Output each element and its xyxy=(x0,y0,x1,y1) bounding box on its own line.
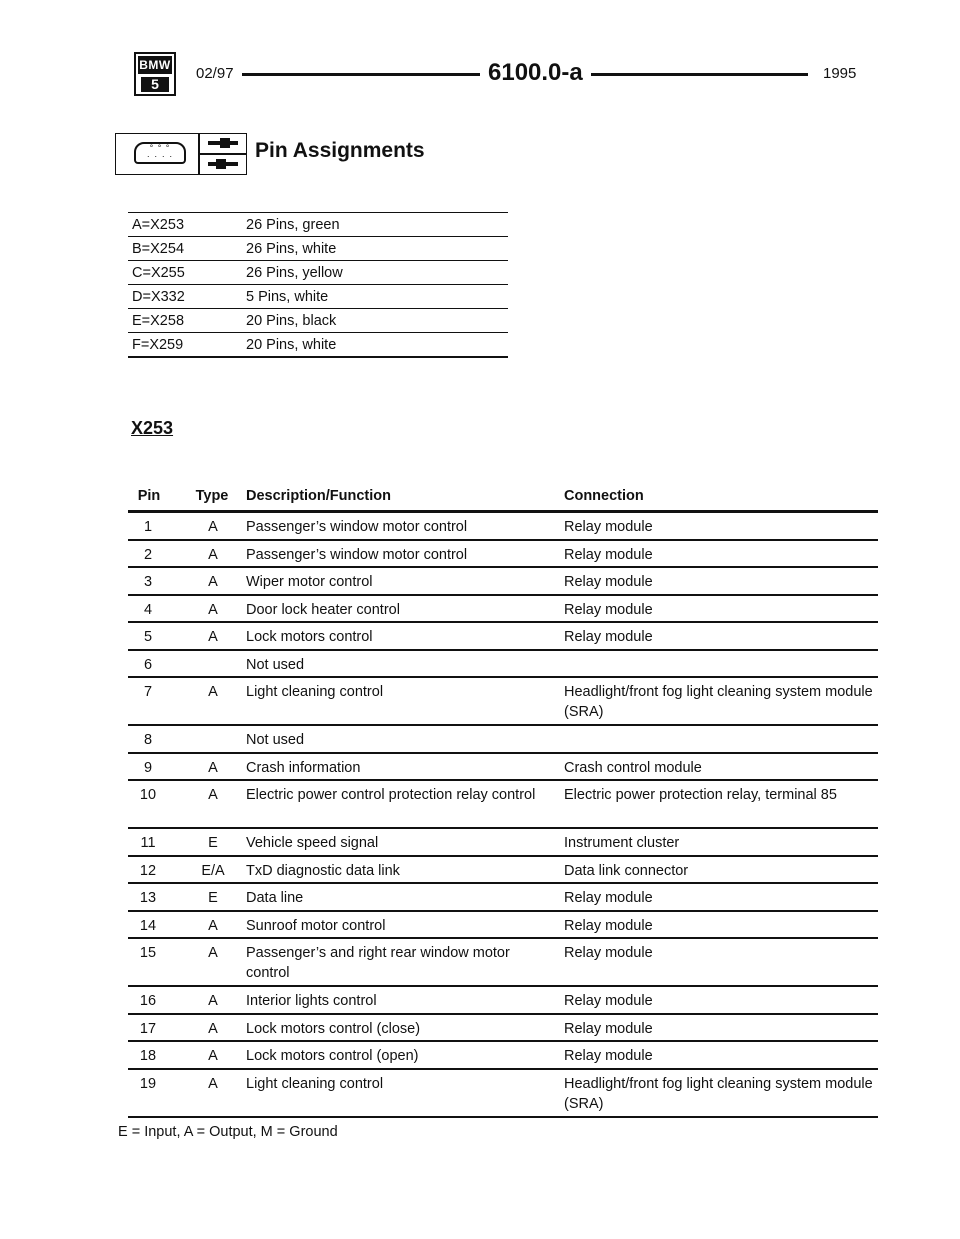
connector-id: D=X332 xyxy=(132,289,185,305)
type-cell: A xyxy=(208,993,218,1009)
header-pin: Pin xyxy=(137,488,161,504)
description-cell: Lock motors control xyxy=(246,629,373,645)
connector-id: F=X259 xyxy=(132,337,184,353)
type-cell: A xyxy=(208,917,218,934)
pin-cell: 13 xyxy=(139,890,157,906)
description-cell: Light cleaning control xyxy=(246,684,384,700)
type-cell: A xyxy=(208,684,218,700)
table-row xyxy=(128,651,878,679)
description-cell: Not used xyxy=(246,732,305,748)
table-row xyxy=(128,1015,878,1043)
pin-cell: 12 xyxy=(139,862,157,879)
description-cell: Passenger’s window motor control xyxy=(246,546,468,563)
type-cell: E xyxy=(208,835,218,851)
description-cell: Light cleaning control xyxy=(246,1075,384,1092)
connector-row xyxy=(128,308,508,332)
type-cell: A xyxy=(208,1020,218,1037)
pin-cell: 15 xyxy=(139,945,157,961)
pin-cell: 2 xyxy=(143,546,153,563)
type-cell: A xyxy=(208,519,218,535)
connection-cell: Relay module xyxy=(564,993,653,1009)
type-cell: A xyxy=(208,574,218,590)
table-row xyxy=(128,541,878,569)
connector-row xyxy=(128,212,508,236)
legend-note: E = Input, A = Output, M = Ground xyxy=(118,1124,338,1140)
pin-cell: 9 xyxy=(143,759,153,776)
type-cell: A xyxy=(208,1048,218,1064)
connection-cell: Relay module xyxy=(564,519,653,535)
connector-description: 5 Pins, white xyxy=(246,289,329,305)
type-cell: A xyxy=(208,629,218,645)
connector-row xyxy=(128,260,508,284)
type-cell: A xyxy=(208,759,218,776)
description-cell: TxD diagnostic data link xyxy=(246,862,400,879)
document-code: 6100.0-a xyxy=(480,59,591,87)
connection-cell: Relay module xyxy=(564,945,653,961)
table-row xyxy=(128,1042,878,1070)
logo-series: 5 xyxy=(141,77,169,92)
pin-cell: 1 xyxy=(143,519,153,535)
type-cell: A xyxy=(208,787,218,803)
connection-cell: Instrument cluster xyxy=(564,835,680,851)
description-cell: Electric power control protection relay control xyxy=(246,787,536,803)
type-cell: A xyxy=(208,945,218,961)
connector-row xyxy=(128,332,508,356)
section-title: X253 xyxy=(131,418,174,438)
connection-cell: Electric power protection relay, terminal 85 xyxy=(564,787,837,803)
table-row xyxy=(128,857,878,885)
pin-cell: 14 xyxy=(139,917,157,934)
bmw-5-logo xyxy=(134,52,176,96)
connector-description: 20 Pins, black xyxy=(246,313,337,329)
pin-table xyxy=(128,484,878,1118)
connector-socket-icon: ° ° ° · · · · xyxy=(134,142,186,164)
connector-description: 20 Pins, white xyxy=(246,337,337,353)
pin-cell: 3 xyxy=(143,574,153,590)
pin-cell: 10 xyxy=(139,787,157,803)
page-header xyxy=(134,52,876,94)
header-description: Description/Function xyxy=(246,488,391,504)
connection-cell: Headlight/front fog light cleaning system module (SRA) xyxy=(564,1075,873,1112)
connection-cell: Relay module xyxy=(564,574,653,590)
pin-table-header xyxy=(128,484,878,513)
description-cell: Crash information xyxy=(246,759,361,776)
description-cell: Wiper motor control xyxy=(246,574,373,590)
description-cell: Not used xyxy=(246,656,305,673)
connection-cell: Crash control module xyxy=(564,759,702,776)
pin-cell: 19 xyxy=(139,1075,157,1092)
pin-cell: 16 xyxy=(139,993,157,1009)
header-connection: Connection xyxy=(564,488,644,504)
table-row xyxy=(128,829,878,857)
connection-cell: Relay module xyxy=(564,917,653,934)
connection-cell: Relay module xyxy=(564,546,653,563)
table-row xyxy=(128,912,878,940)
connection-cell: Relay module xyxy=(564,601,653,618)
type-cell: E xyxy=(208,890,218,906)
pin-cell: 4 xyxy=(143,601,153,618)
connector-list xyxy=(128,212,508,358)
type-cell: A xyxy=(208,546,218,563)
description-cell: Passenger’s and right rear window motor control xyxy=(246,945,510,981)
connector-description: 26 Pins, white xyxy=(246,241,337,257)
header-year: 1995 xyxy=(823,65,857,82)
table-row xyxy=(128,596,878,624)
table-row xyxy=(128,939,878,987)
connector-plug-icon xyxy=(115,133,247,175)
table-row xyxy=(128,987,878,1015)
table-row xyxy=(128,568,878,596)
connector-list-end-rule xyxy=(128,356,508,358)
description-cell: Interior lights control xyxy=(246,993,377,1009)
pin-cell: 8 xyxy=(143,732,153,748)
description-cell: Vehicle speed signal xyxy=(246,835,379,851)
table-row xyxy=(128,678,878,726)
pin-cell: 18 xyxy=(139,1048,157,1064)
header-rule-right xyxy=(590,73,808,76)
description-cell: Passenger’s window motor control xyxy=(246,519,468,535)
connector-id: A=X253 xyxy=(132,217,185,233)
table-row xyxy=(128,754,878,782)
description-cell: Lock motors control (close) xyxy=(246,1020,421,1037)
connection-cell: Headlight/front fog light cleaning system module (SRA) xyxy=(564,684,873,720)
connector-row xyxy=(128,284,508,308)
type-cell: A xyxy=(208,1075,218,1092)
connector-id: B=X254 xyxy=(132,241,185,257)
page-title: Pin Assignments xyxy=(255,139,425,162)
header-date: 02/97 xyxy=(196,65,234,82)
table-row xyxy=(128,623,878,651)
table-row xyxy=(128,1070,878,1118)
connector-description: 26 Pins, green xyxy=(246,217,340,233)
description-cell: Sunroof motor control xyxy=(246,917,386,934)
connector-row xyxy=(128,236,508,260)
table-row xyxy=(128,513,878,541)
connector-id: C=X255 xyxy=(132,265,185,281)
table-row xyxy=(128,781,878,829)
connection-cell: Relay module xyxy=(564,629,653,645)
description-cell: Data line xyxy=(246,890,304,906)
pin-cell: 17 xyxy=(139,1020,157,1037)
logo-brand: BMW xyxy=(139,58,171,72)
connection-cell: Relay module xyxy=(564,1048,653,1064)
description-cell: Lock motors control (open) xyxy=(246,1048,419,1064)
table-row xyxy=(128,726,878,754)
pin-cell: 6 xyxy=(143,656,153,673)
pin-cell: 5 xyxy=(143,629,153,645)
connector-description: 26 Pins, yellow xyxy=(246,265,343,281)
type-cell: A xyxy=(208,601,218,618)
connection-cell: Relay module xyxy=(564,890,653,906)
header-type: Type xyxy=(195,488,229,504)
pin-cell: 7 xyxy=(143,684,153,700)
type-cell: E/A xyxy=(201,862,225,879)
table-row xyxy=(128,884,878,912)
connector-id: E=X258 xyxy=(132,313,185,329)
description-cell: Door lock heater control xyxy=(246,601,400,618)
pin-cell: 11 xyxy=(140,835,156,851)
connection-cell: Data link connector xyxy=(564,862,689,879)
connection-cell: Relay module xyxy=(564,1020,653,1037)
